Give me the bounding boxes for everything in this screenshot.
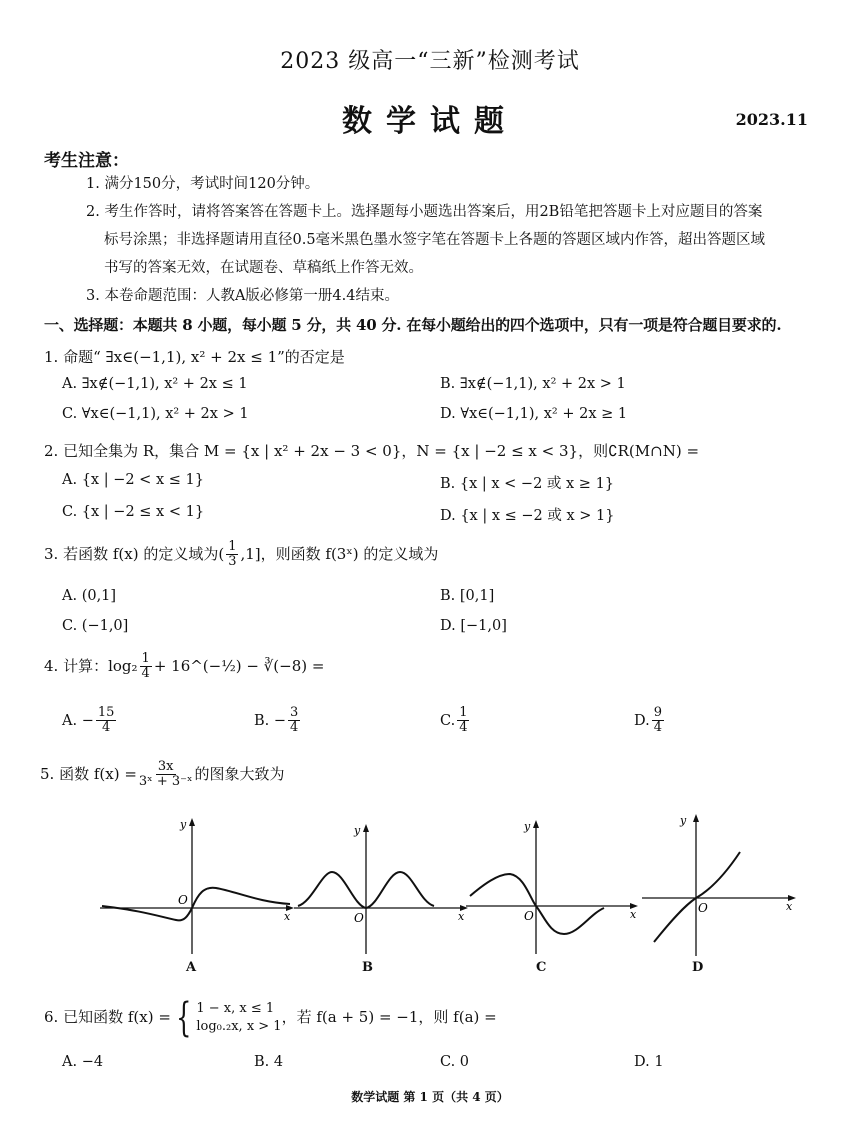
graph-d: [640, 812, 800, 958]
origin-label: O: [524, 909, 534, 923]
y-label: y: [180, 818, 187, 831]
note-1: 1. 满分150分，考试时间120分钟。: [86, 176, 320, 192]
q6-option-c: C. 0: [440, 1054, 470, 1070]
q1-option-d: D. ∀x∈(−1,1), x² + 2x ≥ 1: [440, 406, 628, 422]
graph-b-label: B: [362, 960, 373, 975]
origin-label: O: [698, 901, 708, 915]
q4-option-b: B. − $\frac{3}{4}$: [254, 705, 299, 736]
curve: [470, 874, 604, 934]
page-footer: 数学试题 第 1 页（共 4 页）: [351, 1090, 509, 1104]
q1-option-b: B. ∃x∉(−1,1), x² + 2x > 1: [440, 376, 626, 392]
q5-stem: 5. 函数 f(x) = $\frac{3x}{\text{3ˣ + 3⁻ˣ}}$ 的图象大致为: [40, 759, 285, 790]
graph-a: [98, 816, 298, 956]
x-label: x: [284, 910, 291, 923]
x-label: x: [458, 910, 465, 923]
graph-b: [292, 822, 472, 956]
x-label: x: [630, 908, 637, 921]
graph-a-label: A: [186, 960, 197, 975]
note-2-cont: 标号涂黑；非选择题请用直径0.5毫米黑色墨水签字笔在答题卡上各题的答题区域内作答，超出答题区域: [104, 232, 766, 248]
q2-option-a: A. {x | −2 < x ≤ 1}: [62, 472, 204, 488]
q5-fraction: $\frac{3x}{\text{3ˣ + 3⁻ˣ}}$: [138, 759, 193, 790]
subject-title: 数学试题: [342, 104, 518, 139]
q3-fraction: $\frac{1}{3}$: [228, 539, 237, 570]
q6-stem: 6. 已知函数 f(x) = { 1 − x, x ≤ 1 log₀.₂x, x > 1 ，若 f(a + 5) = −1，则 f(a) =: [44, 995, 497, 1041]
q6-option-d: D. 1: [634, 1054, 664, 1070]
q2-stem: 2. 已知全集为 R，集合 M = {x | x² + 2x − 3 < 0}，N = {x | −2 ≤ x < 3}，则∁R(M∩N) =: [44, 442, 700, 460]
q1-option-c: C. ∀x∈(−1,1), x² + 2x > 1: [62, 406, 249, 422]
exam-title: 2023 级高一“三新”检测考试: [280, 49, 580, 74]
q4-stem: 4. 计算：log₂ $\frac{1}{4}$ + 16^(−½) − ∛(−8) =: [44, 651, 325, 682]
q4-option-a: A. − $\frac{15}{4}$: [62, 705, 115, 736]
curve: [654, 852, 740, 942]
exam-date: 2023.11: [735, 110, 808, 129]
q6-option-a: A. −4: [62, 1054, 104, 1070]
q4-fraction: $\frac{1}{4}$: [141, 651, 150, 682]
q6-case-1: 1 − x, x ≤ 1: [196, 1000, 275, 1016]
q3-option-a: A. (0,1]: [62, 588, 117, 604]
q3-option-c: C. (−1,0]: [62, 618, 129, 634]
y-label: y: [354, 824, 361, 837]
q3-option-b: B. [0,1]: [440, 588, 495, 604]
q3-stem: 3. 若函数 f(x) 的定义域为( $\frac{1}{3}$ ,1]，则函数 f(3ˣ) 的定义域为: [44, 539, 439, 570]
q2-option-c: C. {x | −2 ≤ x < 1}: [62, 504, 205, 520]
q4-option-d: D. $\frac{9}{4}$: [634, 705, 662, 736]
graph-c: [464, 818, 644, 956]
note-3: 3. 本卷命题范围：人教A版必修第一册4.4结束。: [86, 288, 399, 304]
section-heading: 一、选择题：本题共 8 小题，每小题 5 分，共 40 分. 在每小题给出的四个选项中，只有一项是符合题目要求的.: [44, 316, 782, 334]
q1-option-a: A. ∃x∉(−1,1), x² + 2x ≤ 1: [62, 376, 248, 392]
graph-c-label: C: [536, 960, 547, 975]
q6-option-b: B. 4: [254, 1054, 284, 1070]
q2-option-b: B. {x | x < −2 或 x ≥ 1}: [440, 476, 615, 492]
q3-option-d: D. [−1,0]: [440, 618, 507, 634]
x-label: x: [786, 900, 793, 913]
y-label: y: [680, 814, 687, 827]
q6-case-2: log₀.₂x, x > 1: [196, 1019, 282, 1034]
graph-d-label: D: [692, 960, 704, 975]
y-label: y: [524, 820, 531, 833]
origin-label: O: [354, 911, 364, 925]
q2-option-d: D. {x | x ≤ −2 或 x > 1}: [440, 508, 615, 524]
curve: [102, 888, 290, 921]
q1-stem: 1. 命题“ ∃x∈(−1,1), x² + 2x ≤ 1”的否定是: [44, 348, 345, 366]
q4-option-c: C. $\frac{1}{4}$: [440, 705, 468, 736]
note-2: 2. 考生作答时，请将答案答在答题卡上。选择题每小题选出答案后，用2B铅笔把答题卡上对应题目的答案: [86, 204, 763, 220]
note-2-cont2: 书写的答案无效，在试题卷、草稿纸上作答无效。: [104, 260, 423, 276]
notes-heading: 考生注意：: [44, 151, 129, 171]
origin-label: O: [178, 893, 188, 907]
